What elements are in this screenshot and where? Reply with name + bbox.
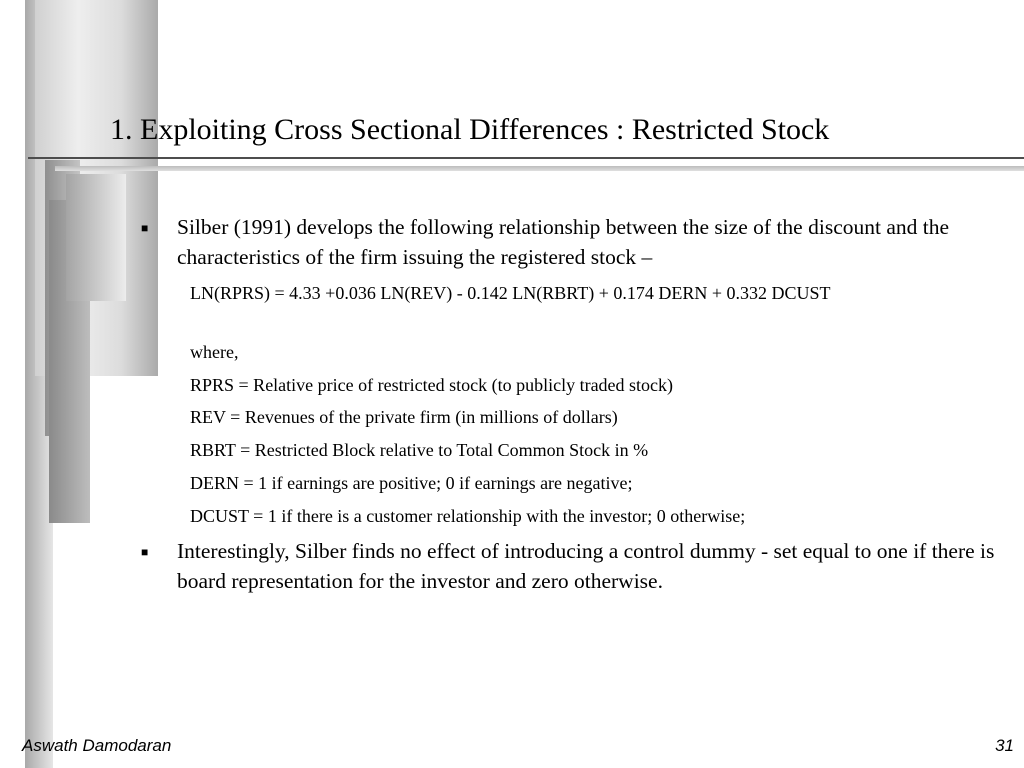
- bullet-text: Interestingly, Silber finds no effect of introducing a control dummy - set equal to one if there is board representation for the investor and zero otherwise.: [177, 539, 995, 593]
- title-divider: [28, 157, 1024, 159]
- title-divider-shadow: [55, 166, 1024, 171]
- definition-dern: DERN = 1 if earnings are positive; 0 if earnings are negative;: [190, 473, 633, 493]
- footer-author: Aswath Damodaran: [22, 736, 172, 755]
- decorative-bar: [66, 174, 126, 301]
- page-number: 31: [995, 736, 1014, 755]
- definition-intro: where,: [190, 342, 239, 362]
- definition-rev: REV = Revenues of the private firm (in millions of dollars): [190, 407, 618, 427]
- definition-rbrt: RBRT = Restricted Block relative to Total Common Stock in %: [190, 440, 649, 460]
- bullet-marker: ■: [141, 221, 149, 235]
- bullet-text: Silber (1991) develops the following relationship between the size of the discount and the characteristics of the firm issuing the registered stock –: [177, 215, 950, 269]
- definition-dcust: DCUST = 1 if there is a customer relationship with the investor; 0 otherwise;: [190, 506, 746, 526]
- bullet-marker: ■: [141, 545, 149, 559]
- regression-equation: LN(RPRS) = 4.33 +0.036 LN(REV) - 0.142 LN(RBRT) + 0.174 DERN + 0.332 DCUST: [190, 283, 831, 303]
- definition-rprs: RPRS = Relative price of restricted stock (to publicly traded stock): [190, 375, 674, 395]
- slide-title: 1. Exploiting Cross Sectional Differences : Restricted Stock: [110, 113, 830, 146]
